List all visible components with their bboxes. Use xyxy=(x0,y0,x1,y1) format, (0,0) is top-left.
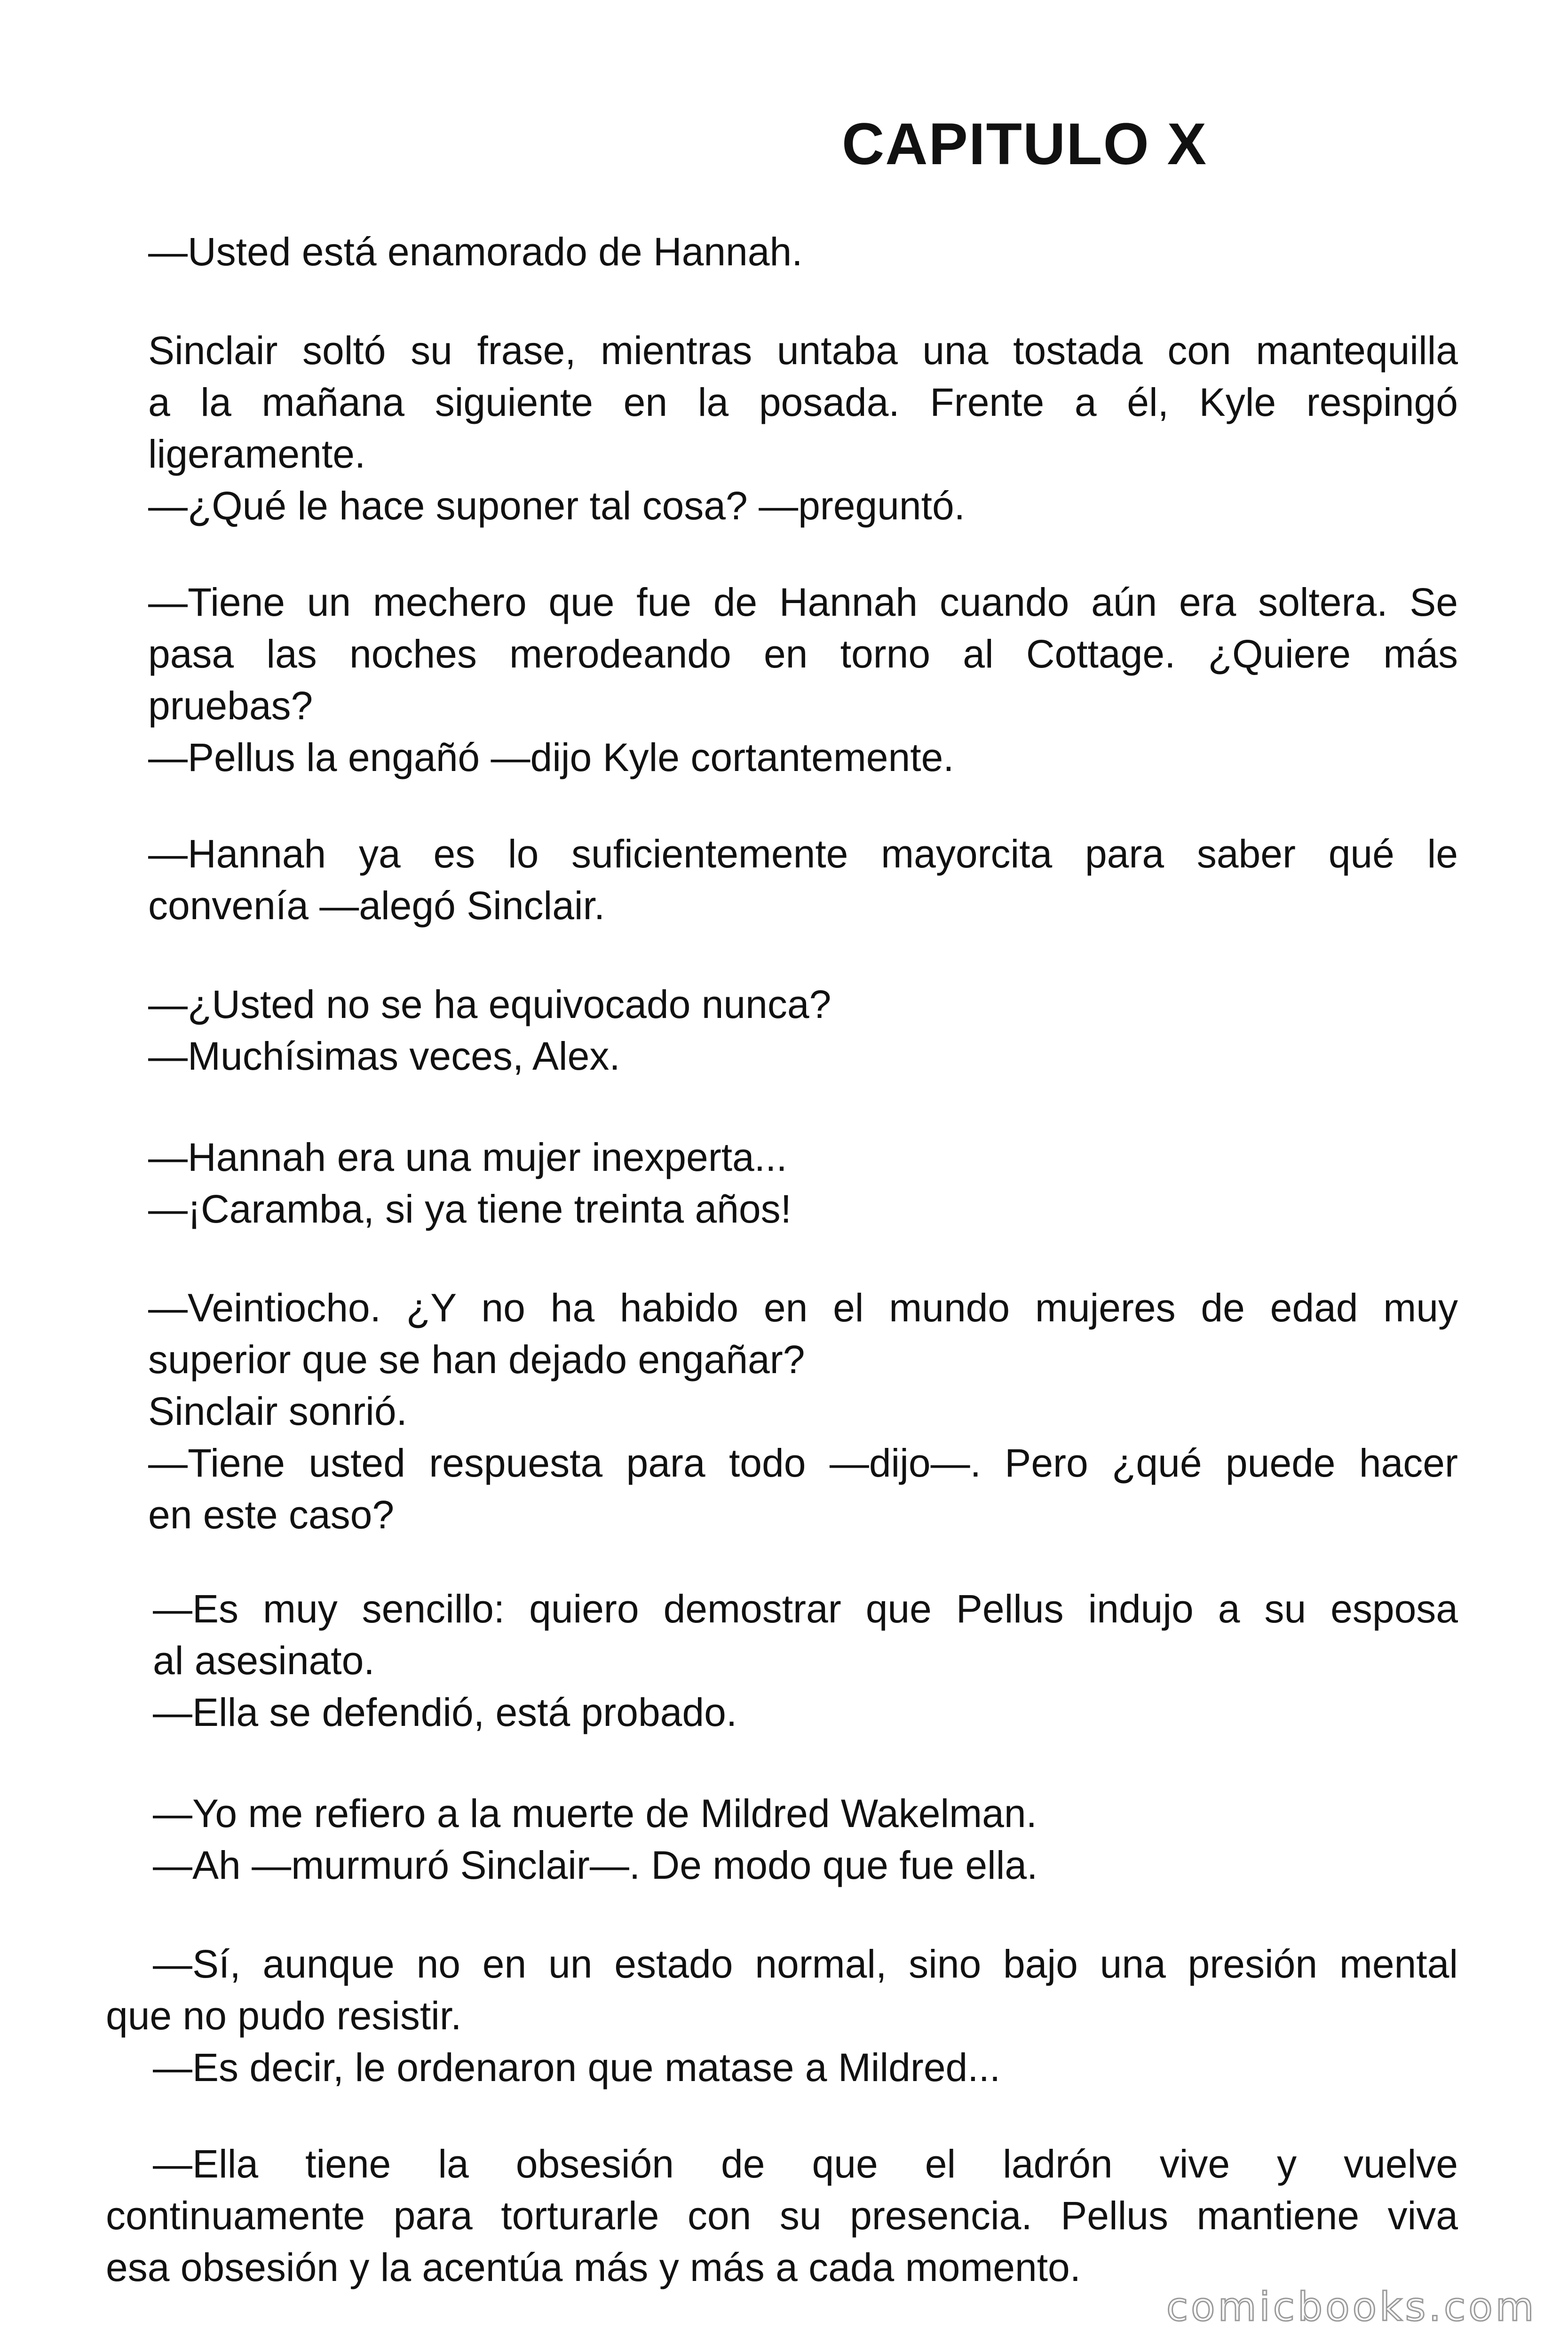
text-line: pasa las noches merodeando en torno al Cottage. ¿Quiere más xyxy=(148,632,1458,676)
text-line: —¿Usted no se ha equivocado nunca? xyxy=(148,982,832,1026)
text-line: —Yo me refiero a la muerte de Mildred Wakelman. xyxy=(153,1791,1037,1836)
text-line: —Veintiocho. ¿Y no ha habido en el mundo mujeres de edad muy xyxy=(148,1286,1458,1330)
text-line: que no pudo resistir. xyxy=(106,1994,462,2038)
paragraph xyxy=(148,325,1458,532)
paragraph xyxy=(106,2138,1458,2293)
paragraph xyxy=(148,978,1458,1082)
text-line: —Ella se defendió, está probado. xyxy=(153,1690,737,1734)
text-line: —Pellus la engañó —dijo Kyle cortantemente. xyxy=(148,735,954,779)
text-line: —Tiene un mechero que fue de Hannah cuando aún era soltera. Se xyxy=(148,580,1458,624)
paragraph xyxy=(148,1282,1458,1541)
text-line: —Usted está enamorado de Hannah. xyxy=(148,230,803,274)
watermark: comicbooks.com xyxy=(1166,2284,1537,2330)
text-line: —Ah —murmuró Sinclair—. De modo que fue ella. xyxy=(153,1843,1038,1887)
paragraph xyxy=(148,226,1458,278)
paragraph xyxy=(153,1583,1458,1738)
text-line: —¡Caramba, si ya tiene treinta años! xyxy=(148,1187,792,1231)
text-line: —Es decir, le ordenaron que matase a Mildred... xyxy=(153,2045,1001,2090)
text-line: —¿Qué le hace suponer tal cosa? —preguntó. xyxy=(148,484,966,528)
text-line: pruebas? xyxy=(148,683,313,728)
text-line: —Ella tiene la obsesión de que el ladrón vive y vuelve xyxy=(153,2142,1458,2186)
text-line: Sinclair sonrió. xyxy=(148,1389,407,1433)
text-line: —Es muy sencillo: quiero demostrar que Pellus indujo a su esposa xyxy=(153,1587,1458,1631)
text-line: continuamente para torturarle con su presencia. Pellus mantiene viva xyxy=(106,2193,1458,2238)
text-line: —Sí, aunque no en un estado normal, sino bajo una presión mental xyxy=(153,1942,1458,1986)
text-line: —Tiene usted respuesta para todo —dijo—. Pero ¿qué puede hacer xyxy=(148,1441,1458,1485)
paragraph xyxy=(148,576,1458,783)
chapter-title: CAPITULO X xyxy=(842,111,1207,177)
text-line: —Muchísimas veces, Alex. xyxy=(148,1034,620,1078)
paragraph xyxy=(148,1131,1458,1235)
text-line: esa obsesión y la acentúa más y más a cada momento. xyxy=(106,2245,1081,2289)
text-line: al asesinato. xyxy=(153,1638,375,1683)
text-line: ligeramente. xyxy=(148,432,366,476)
paragraph xyxy=(106,1938,1458,2093)
text-line: —Hannah ya es lo suficientemente mayorcita para saber qué le xyxy=(148,832,1458,876)
text-line: —Hannah era una mujer inexperta... xyxy=(148,1135,787,1179)
text-line: convenía —alegó Sinclair. xyxy=(148,883,605,928)
paragraph xyxy=(148,828,1458,931)
paragraph xyxy=(153,1788,1458,1891)
text-line: Sinclair soltó su frase, mientras untaba una tostada con mantequilla xyxy=(148,328,1458,373)
text-line: a la mañana siguiente en la posada. Frente a él, Kyle respingó xyxy=(148,380,1458,424)
text-line: en este caso? xyxy=(148,1493,395,1537)
text-line: superior que se han dejado engañar? xyxy=(148,1337,805,1382)
